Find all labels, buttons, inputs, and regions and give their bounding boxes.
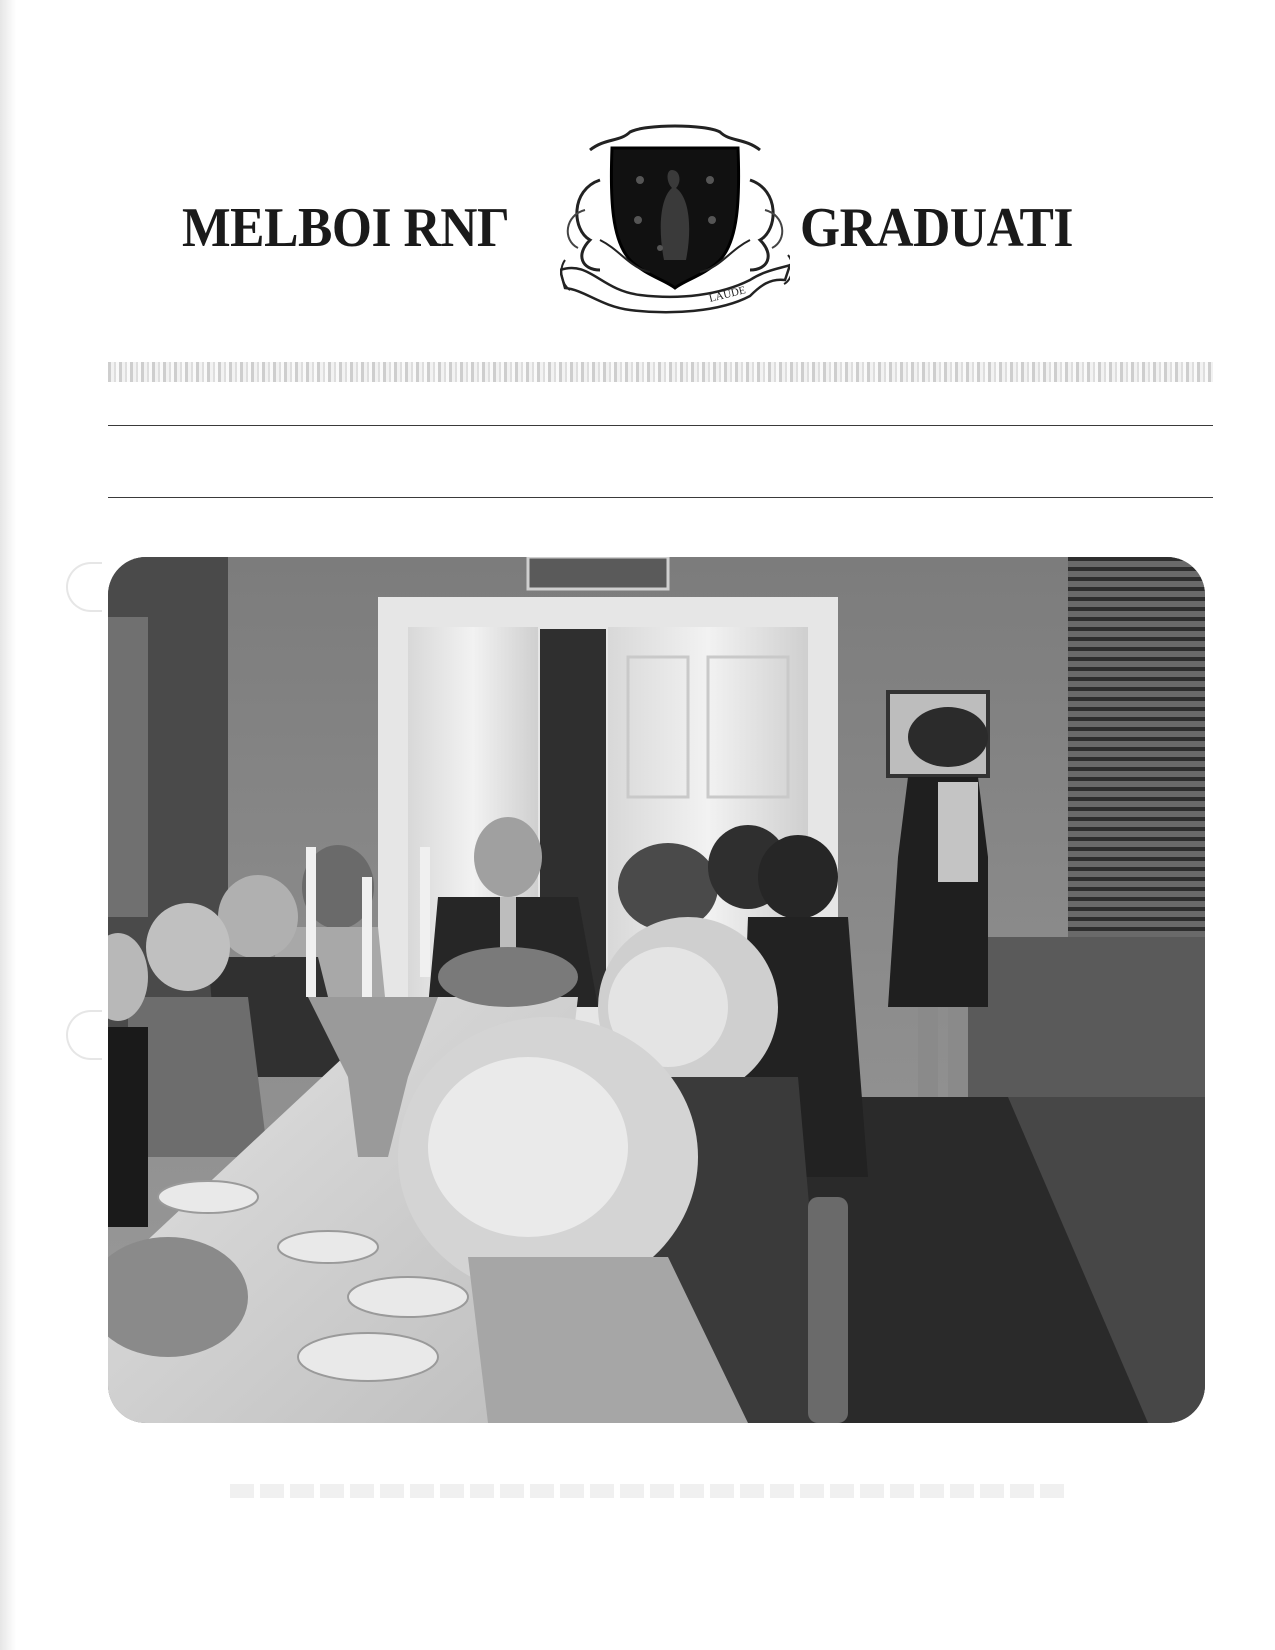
title-word-left: MELBOI RNΓ	[182, 197, 510, 259]
punch-hole-mark	[66, 1010, 102, 1060]
university-crest-icon	[560, 120, 790, 320]
title-word-right: GRADUATI	[800, 197, 1074, 259]
rule-bottom	[108, 497, 1213, 498]
masthead-faint-band	[108, 362, 1213, 382]
page-binding-edge	[0, 0, 16, 1650]
faint-caption	[230, 1484, 1070, 1498]
punch-hole-mark	[66, 562, 102, 612]
crest-motto: LAUDE	[707, 284, 747, 305]
dinner-photo	[108, 557, 1205, 1423]
rule-top	[108, 425, 1213, 426]
